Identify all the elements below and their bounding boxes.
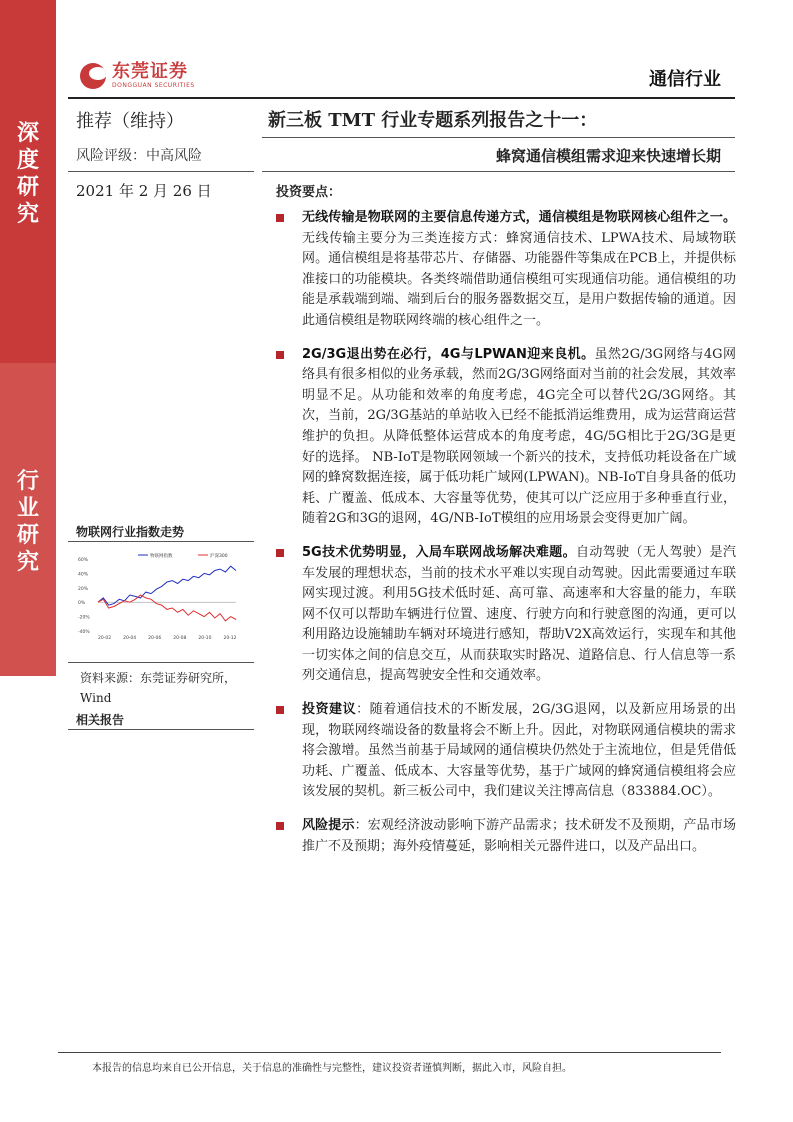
x-tick-label: 20-10 [198, 636, 212, 641]
bullet-square-icon [276, 822, 284, 830]
key-point [276, 345, 736, 530]
side-char: 研 [16, 175, 39, 200]
y-tick-label: 0% [78, 601, 86, 607]
logo-mark-icon [80, 63, 106, 89]
brand-name-cn: 东莞证券 [112, 61, 188, 82]
related-reports-heading: 相关报告 [76, 713, 125, 727]
bullet-square-icon [276, 706, 284, 714]
side-band-industry-research [0, 363, 56, 676]
x-tick-label: 20-12 [223, 636, 237, 641]
side-char: 究 [16, 550, 39, 575]
key-point-lead: 5G技术优势明显，入局车联网战场解决难题。 [302, 544, 576, 560]
divider [68, 729, 254, 730]
key-point-body: 无线传输主要分为三类连接方式：蜂窝通信技术、LPWA技术、局域物联网。通信模组是将基带芯片、存储器、功能器件等集成在PCB上，并提供标准接口的功能模块。各类终端借助通信模组可实现通信功能。通信模组的功能是承载端到端、端到后台的服务器数据交互，是用户数据传输的通道。因此通信模组是物联网终端的核心组件之一。 [302, 230, 736, 328]
disclaimer: 本报告的信息均来自已公开信息，关于信息的准确性与完整性，建议投资者谨慎判断，据此入市，风险自担。 [92, 1063, 572, 1074]
series-line-0 [98, 566, 236, 605]
key-point-body: 自动驾驶（无人驾驶）是汽车发展的理想状态，当前的技术水平难以实现自动驾驶。因此需要通过车联网实现过渡。利用5G技术低时延、高可靠、高速率和大容量的能力，车联网不仅可以帮助车辆进行位置、速度、行驶方向和行驶意图的沟通，更可以利用路边设施辅助车辆对环境进行感知，帮助V2X高效运行，实现车和其他一切实体之间的信息交互，从而获取实时路况、道路信息、行人信息等一系列交通信息，提高驾驶安全性和交通效率。 [302, 544, 736, 684]
legend-label: 沪深300 [210, 554, 228, 559]
divider [68, 662, 254, 663]
side-char: 度 [16, 148, 39, 173]
report-subtitle: 蜂窝通信模组需求迎来快速增长期 [495, 147, 721, 165]
key-point-lead: 无线传输是物联网的主要信息传递方式，通信模组是物联网核心组件之一。 [302, 210, 736, 225]
bullet-square-icon [276, 549, 284, 557]
bullet-square-icon [276, 351, 284, 359]
key-point-body: 虽然2G/3G网络与4G网络具有很多相似的业务承载，然而2G/3G网络面对当前的社会发展，其效率明显不足。从功能和效率的角度考虑，4G完全可以替代2G/3G网络。其次，当前，2G/3G基站的单站收入已经不能抵消运维费用，成为运营商运营维护的负担。从降低整体运营成本的角度考虑，4G/5G相比于2G/3G是更好的选择。 NB-IoT是物联网领域一个新兴的技术，支持低功耗设备在广域网的蜂窝数据连接，属于低功耗广域网(LPWAN)。NB-IoT自身具备的低功耗、广覆盖、低成本、大容量等优势，使其可以广泛应用于多种垂直行业，随着2G和3G的退网，4G/NB-IoT模组的应用场景会变得更加广阔。 [302, 346, 736, 527]
footer-divider [58, 1052, 721, 1053]
y-tick-label: -40% [78, 630, 90, 635]
key-point [276, 208, 736, 332]
key-point [276, 816, 736, 857]
chart-title: 物联网行业指数走势 [76, 525, 185, 539]
key-point-lead: 2G/3G退出势在必行，4G与LPWAN迎来良机。 [302, 346, 595, 362]
rating: 推荐（维持） [76, 111, 184, 132]
x-tick-label: 20-02 [98, 636, 112, 641]
key-point-body: ：随着通信技术的不断发展，2G/3G退网，以及新应用场景的出现，物联网终端设备的数量将会不断上升。因此，对物联网通信模块的需求将会激增。虽然当前基于局域网的通信模块仍然处于主流地位，但是凭借低功耗、广覆盖、低成本、大容量等优势，基于广域网的蜂窝通信模组将会应该发展的契机。新三板公司中，我们建议关注博高信息（833884.OC）。 [302, 702, 736, 800]
header-divider [68, 97, 735, 99]
divider [262, 171, 735, 172]
y-tick-label: 40% [78, 572, 89, 578]
divider [262, 137, 735, 138]
key-point [276, 700, 736, 803]
series-line-1 [98, 595, 236, 621]
chart-source: 资料来源：东莞证券研究所，Wind [80, 671, 237, 705]
report-date: 2021 年 2 月 26 日 [76, 182, 212, 200]
divider [68, 171, 254, 172]
brand-logo [80, 62, 195, 89]
x-tick-label: 20-06 [148, 636, 162, 641]
key-point-lead: 投资建议 [302, 702, 357, 718]
x-tick-label: 20-04 [123, 636, 137, 641]
industry-label: 通信行业 [649, 69, 721, 90]
divider [68, 541, 254, 542]
index-trend-chart [76, 549, 246, 649]
bullet-square-icon [276, 214, 284, 222]
key-point [276, 543, 736, 687]
section-heading: 投资要点： [276, 185, 342, 200]
side-band-deep-research [0, 0, 56, 363]
y-tick-label: 20% [78, 586, 89, 592]
brand-name-en: DONGGUAN SECURITIES [112, 82, 195, 89]
x-tick-label: 20-08 [173, 636, 187, 641]
logo-text [112, 62, 195, 89]
risk-level: 风险评级：中高风险 [76, 148, 202, 164]
key-point-body: ：宏观经济波动影响下游产品需求；技术研发不及预期，产品市场推广不及预期；海外疫情蔓延，影响相关元器件进口，以及产品出口。 [302, 818, 736, 854]
key-point-lead: 风险提示 [302, 818, 355, 834]
side-char: 研 [16, 523, 39, 548]
report-title: 新三板 TMT 行业专题系列报告之十一： [268, 110, 598, 131]
y-tick-label: 60% [78, 558, 89, 563]
side-char: 究 [16, 202, 39, 227]
side-char: 行 [16, 469, 39, 494]
y-tick-label: -20% [78, 615, 90, 621]
side-char: 深 [16, 121, 39, 146]
side-char: 业 [16, 496, 39, 521]
key-points [276, 208, 736, 857]
legend-label: 物联网指数 [150, 554, 173, 559]
